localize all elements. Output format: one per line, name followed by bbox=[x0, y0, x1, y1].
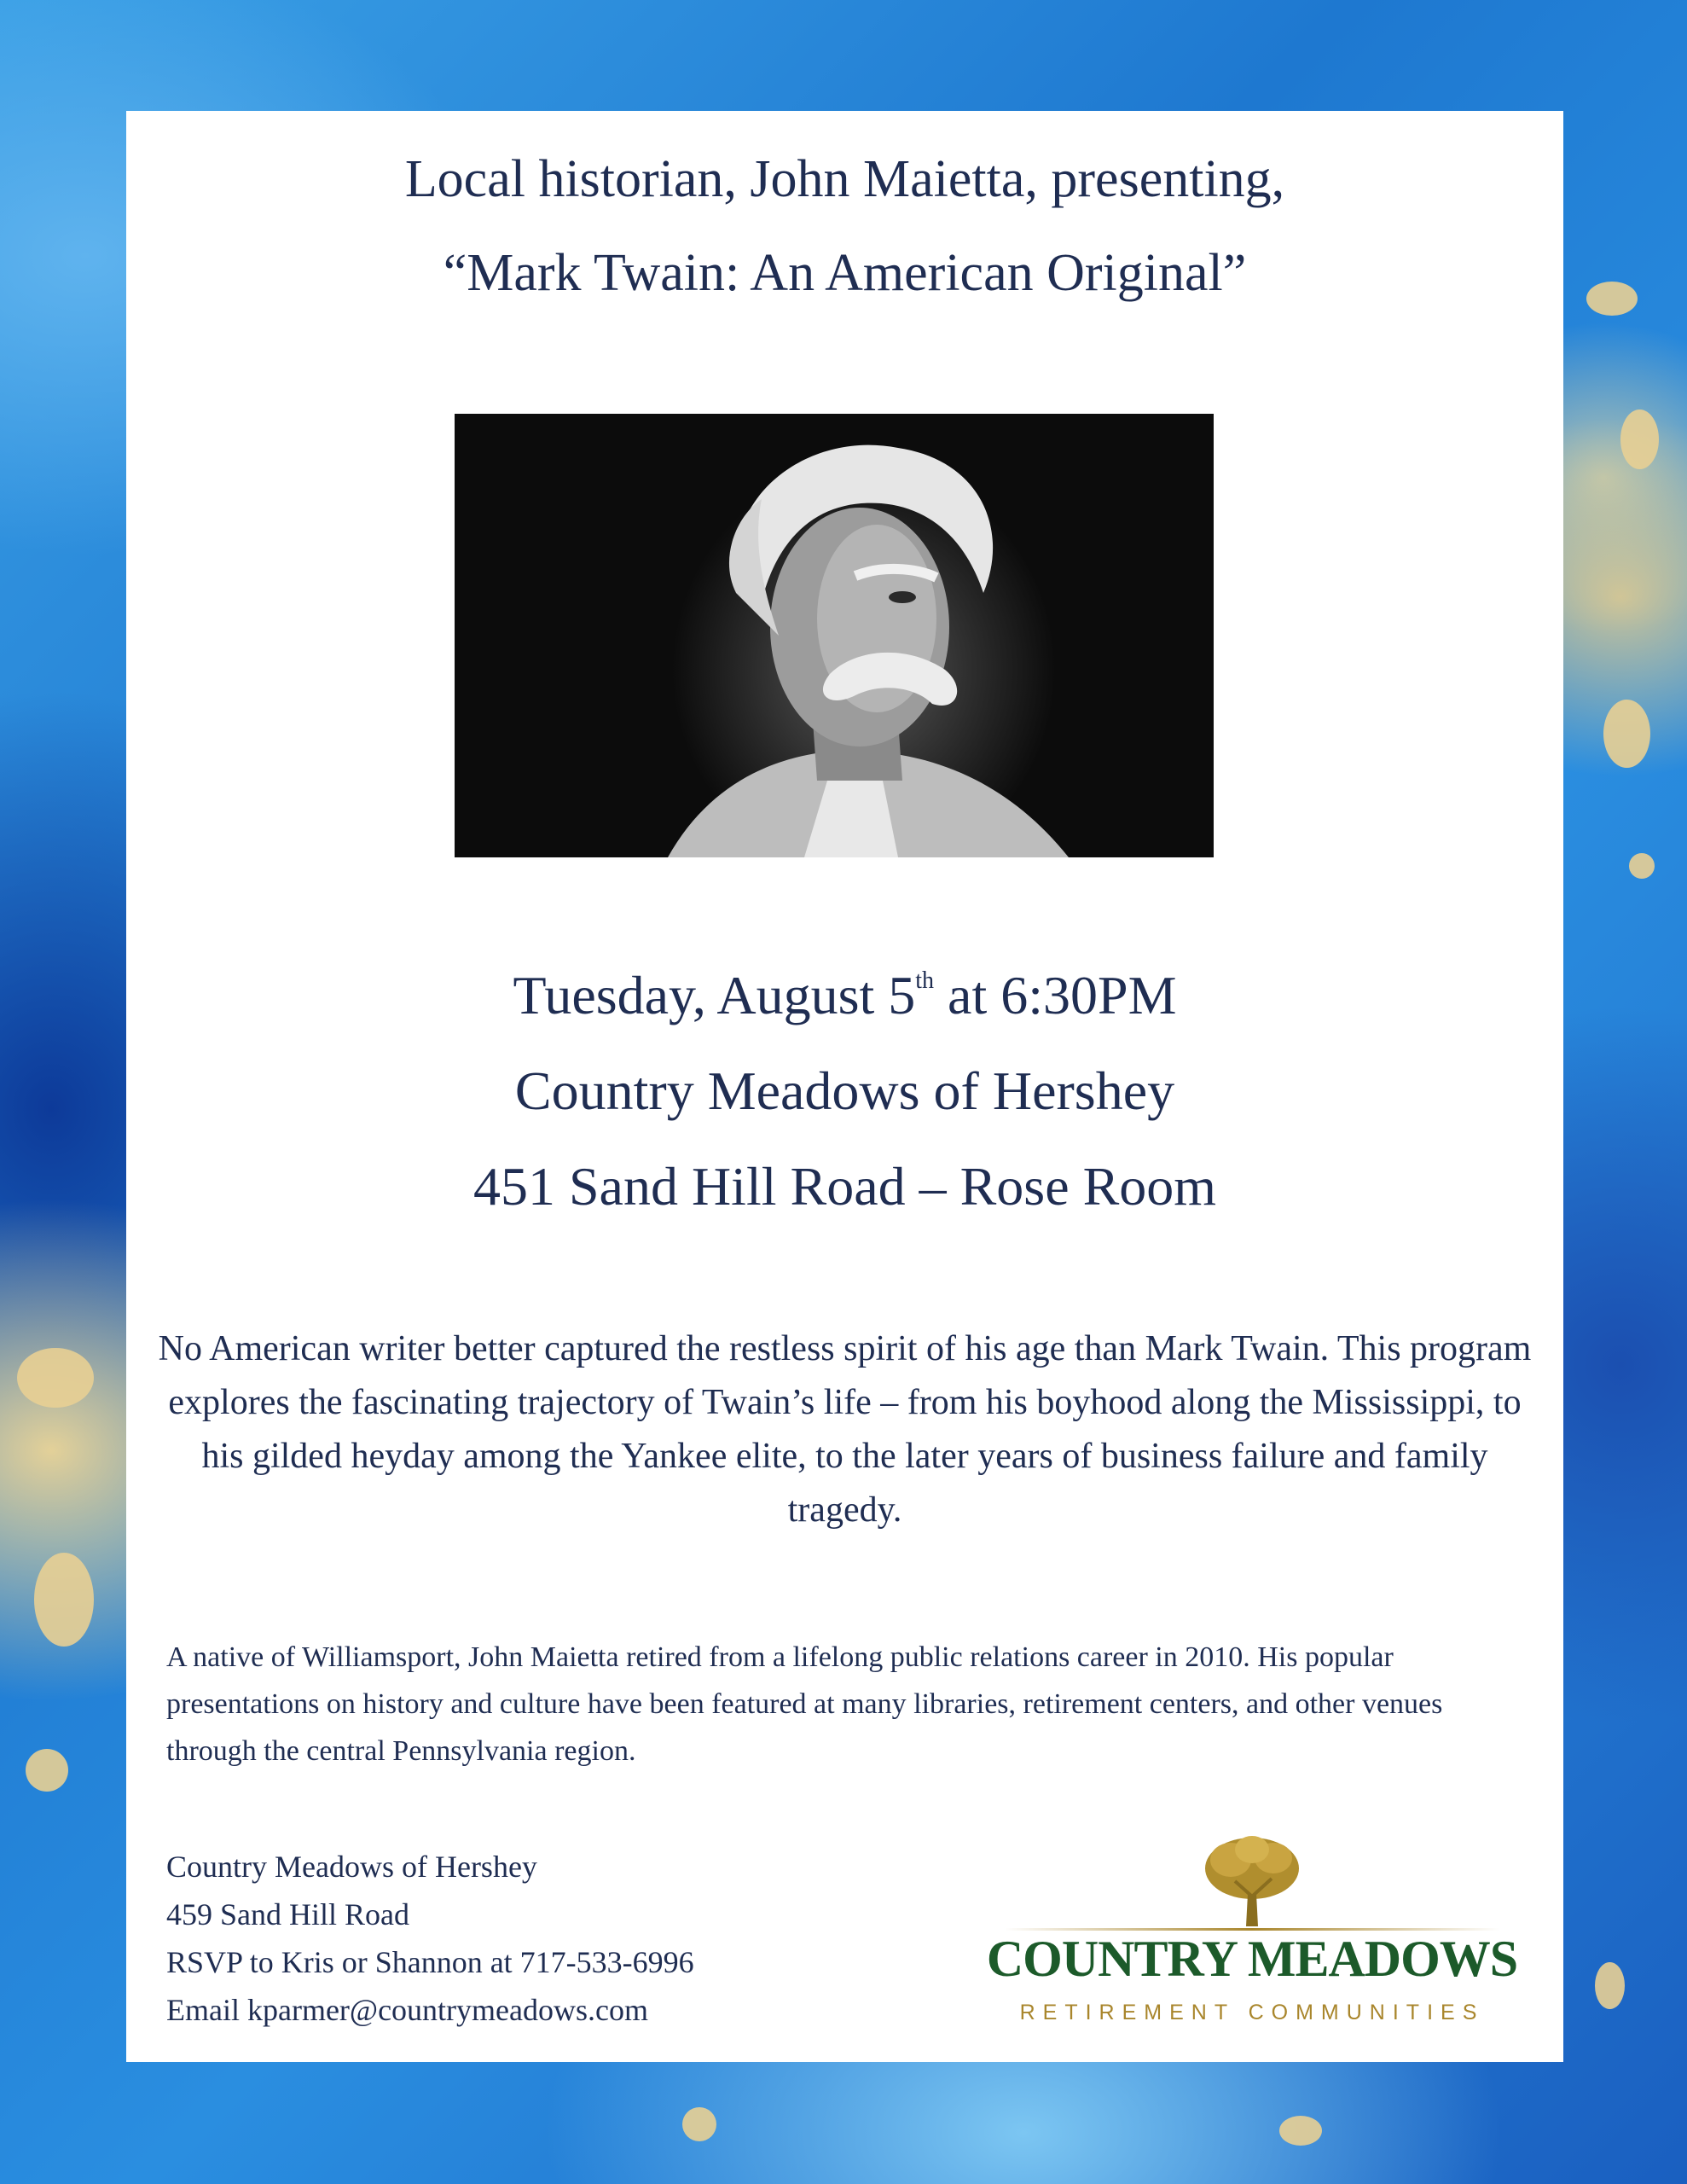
background-fleck bbox=[1279, 2116, 1322, 2146]
background-fleck bbox=[1629, 853, 1655, 879]
background-fleck bbox=[1586, 282, 1638, 316]
contact-email: Email kparmer@countrymeadows.com bbox=[166, 1993, 648, 2027]
contact-street: 459 Sand Hill Road bbox=[166, 1897, 409, 1931]
event-address: 451 Sand Hill Road – Rose Room bbox=[472, 1156, 1217, 1217]
event-date-time bbox=[126, 964, 1563, 1027]
portrait-illustration bbox=[455, 414, 1214, 857]
event-date: Tuesday, August 5 bbox=[513, 965, 916, 1025]
background-fleck bbox=[1620, 410, 1659, 469]
presenter-bio: A native of Williamsport, John Maietta retired from a lifelong public relations career in 2010. His popular presentations on history and culture have been featured at many libraries, retirement centers, and other venues through the central Pennsylvania region. bbox=[166, 1641, 1443, 1767]
headline-line-1: Local historian, John Maietta, presenting, bbox=[404, 150, 1285, 208]
contact-name: Country Meadows of Hershey bbox=[166, 1850, 537, 1884]
flyer-panel bbox=[126, 111, 1563, 2062]
background-fleck bbox=[17, 1348, 94, 1408]
logo-tagline: RETIREMENT COMMUNITIES bbox=[1019, 2001, 1485, 2024]
background-fleck bbox=[1603, 700, 1650, 768]
background-fleck bbox=[682, 2107, 716, 2141]
background-fleck bbox=[26, 1749, 68, 1792]
country-meadows-logo bbox=[979, 1834, 1525, 2048]
background-fleck bbox=[1595, 1962, 1625, 2009]
background-fleck bbox=[34, 1553, 94, 1647]
mark-twain-portrait bbox=[455, 414, 1214, 857]
event-time: at 6:30PM bbox=[934, 965, 1177, 1025]
headline-line-2: “Mark Twain: An American Original” bbox=[443, 244, 1247, 302]
logo-name: COUNTRY MEADOWS bbox=[986, 1931, 1518, 1987]
tree-icon bbox=[1197, 1834, 1307, 1932]
event-date-suffix: th bbox=[915, 967, 935, 994]
event-venue: Country Meadows of Hershey bbox=[514, 1060, 1175, 1121]
program-description: No American writer better captured the restless spirit of his age than Mark Twain. This program explores the fascinating trajectory of Twain’s life – from his boyhood along the Mississippi, to his gilded heyday among the Yankee elite, to the later years of business failure and family tragedy. bbox=[158, 1329, 1532, 1530]
contact-info bbox=[166, 1843, 694, 2034]
contact-rsvp: RSVP to Kris or Shannon at 717-533-6996 bbox=[166, 1945, 694, 1979]
